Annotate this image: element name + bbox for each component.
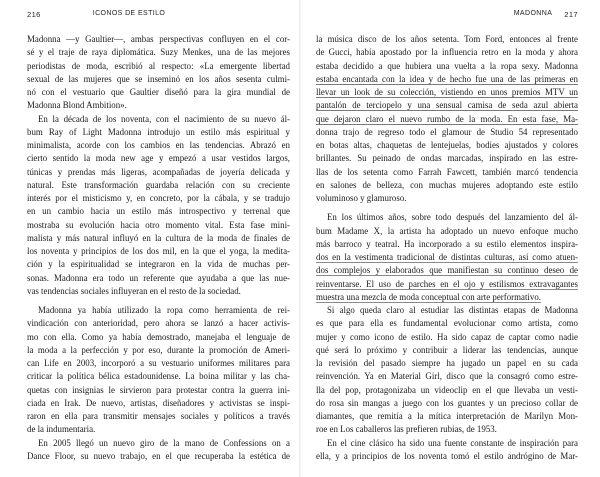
text-line: que dejaron claro el nuevo rumbo de la moda. En esta fase, Ma- bbox=[316, 113, 578, 124]
left-page-header bbox=[27, 0, 290, 33]
text-line: bum Ray of Light Madonna introdujo un estilo más espiritual y bbox=[27, 126, 290, 137]
text-line: Madonna Blond Ambition». bbox=[27, 100, 127, 111]
text-line: periodistas de moda, escribió al respecto: «La emergente libertad bbox=[27, 60, 290, 71]
text-line: sé y el traje de raya diplomática. Suzy Menkes, una de las mejores bbox=[27, 47, 290, 58]
text-line: vas tendencias sociales influyeran en el resto de la sociedad. bbox=[27, 285, 241, 296]
text-line: estaba encantada con la idea y de hecho fue una de las primeras en bbox=[316, 73, 578, 84]
text-line: natural. Este transformación guardaba relación con su creciente bbox=[27, 179, 290, 190]
text-line: En la década de los noventa, con el nacimiento de su nuevo ál- bbox=[38, 113, 290, 124]
text-line: lla del pop, protagonizaba un videoclip en el que llevaba un vesti- bbox=[316, 384, 578, 395]
text-line: la revisión del pasado siempre ha jugado un papel en su cada bbox=[316, 358, 578, 368]
text-line: roe en Los caballeros las prefieren rubias, de 1953. bbox=[316, 424, 497, 435]
text-line: dos complejos y elaborados que manifiestan su continuo deseo de bbox=[316, 265, 578, 276]
text-line: criticar la política bélica estadounidense. La boina militar y las cha- bbox=[27, 371, 290, 382]
right-page-body bbox=[316, 33, 578, 463]
text-line: en un cambio hacia un estilo más introspectivo y terrenal que bbox=[27, 206, 290, 217]
text-line: en salones de belleza, con muchas mujeres adoptando este estilo bbox=[316, 179, 578, 190]
text-line: más barroco y teatral. Ha incorporado a su estilo elementos inspira- bbox=[316, 238, 578, 249]
running-head-left: ICONOS DE ESTILO bbox=[92, 10, 166, 17]
text-line: do rosa sin mangas a juego con los guantes y un precioso collar de bbox=[316, 397, 578, 408]
text-line: la moda a la perfección y por eso, durante la promoción de Ameri- bbox=[27, 344, 290, 355]
text-line: En los últimos años, sobre todo después del lanzamiento del ál- bbox=[327, 212, 578, 223]
page-number-left: 216 bbox=[27, 10, 41, 19]
text-line: qué será lo próximo y contribuir a liderar las tendencias, aunque bbox=[316, 344, 578, 355]
text-line: minimalista, acorde con los cambios en las tendencias. Abrazó en bbox=[27, 140, 290, 150]
text-line: túnicas y prendas más ligeras, acompañadas de joyería delicada y bbox=[27, 166, 290, 177]
text-line: brillantes. Su peinado de ondas marcadas, inspirado en las estre- bbox=[316, 153, 578, 164]
text-line: estaba decidido a que hubiera una vuelta a la ropa sexy. Madonna bbox=[316, 60, 578, 71]
text-line: bum Madame X, la artista ha adoptado un nuevo enfoque mucho bbox=[316, 225, 578, 236]
running-head-right: MADONNA bbox=[513, 10, 553, 17]
text-line: muestra una mezcla de moda conceptual con arte performativo. bbox=[316, 291, 541, 302]
text-line: ella, y a principios de los noventa tomó el estilo andrógino de Mar- bbox=[316, 450, 578, 461]
right-page bbox=[300, 0, 600, 477]
text-line: sexual de las mujeres que se inseminó en los años sesenta culmi- bbox=[27, 73, 290, 84]
text-line: la música disco de los años setenta. Tom Ford, entonces al frente bbox=[316, 34, 578, 44]
text-line: es que para ella es fundamental evolucionar como artista, como bbox=[316, 318, 578, 329]
text-line: los noventa y principios de los dos mil, en la que el yoga, la medita- bbox=[27, 246, 290, 256]
text-line: quetas con insignias le sirvieron para protestar contra la guerra ini- bbox=[27, 384, 290, 395]
text-line: Madonna —y Gaultier—, ambas perspectivas confluyen en el cor- bbox=[27, 34, 290, 44]
text-line: voluminoso y glamuroso. bbox=[316, 193, 407, 203]
text-line: interés por el misticismo y, en concreto, por la cábala, y se tradujo bbox=[27, 193, 290, 203]
text-line: mo con ella. Como ya había demostrado, manejaba el lenguaje de bbox=[27, 331, 290, 342]
text-line: Si algo queda claro al estudiar las distintas etapas de Madonna bbox=[327, 305, 578, 315]
text-line: Madonna ya había utilizado la ropa como herramienta de rei- bbox=[38, 305, 290, 315]
text-line: Dance Floor, su nuevo trabajo, en el que recuperaba la estética de bbox=[27, 450, 290, 461]
text-line: mostraba su evolución hacia otro momento vital. Esta fase mini- bbox=[27, 219, 290, 230]
text-line: llas de los setenta como Farrah Fawcett, también marcó tendencia bbox=[316, 166, 578, 177]
text-line: raron en ella para transmitir mensajes sociales y políticos a través bbox=[27, 411, 290, 421]
left-page-body bbox=[27, 33, 290, 463]
text-line: En 2005 llegó un nuevo giro de la mano de Confessions on a bbox=[38, 437, 290, 448]
text-line: En el cine clásico ha sido una fuente constante de inspiración para bbox=[327, 437, 578, 448]
right-page-header bbox=[316, 0, 578, 33]
text-line: mujer y como icono de estilo. Ha sido capaz de captar como nadie bbox=[316, 331, 578, 342]
text-line: cierto sentido la moda new age y empezó a usar vestidos largos, bbox=[27, 153, 290, 164]
text-line: de Gucci, había apostado por la influencia retro en la moda y ahora bbox=[316, 47, 578, 58]
text-line: diamantes, que remitía a la mítica interpretación de Marilyn Mon- bbox=[316, 411, 578, 421]
text-line: malista y más natural influyó en la cultura de la moda de finales de bbox=[27, 232, 290, 243]
text-line: reinvención. Ya en Material Girl, disco que la consagró como estre- bbox=[316, 371, 578, 382]
text-line: llevar un look de su colección, vistiendo en unos premios MTV un bbox=[316, 87, 578, 97]
text-line: ciada en Irak. De nuevo, artistas, diseñadores y activistas se inspi- bbox=[27, 397, 290, 408]
text-line: sonas. Madonna era todo un referente que ayudaba a que las nue- bbox=[27, 272, 290, 283]
text-line: vindicación con anterioridad, pero ahora se lanzó a hacer activis- bbox=[27, 318, 290, 329]
text-line: ción y la espiritualidad se integraron en la vida de muchas per- bbox=[27, 259, 290, 270]
text-line: reinventarse. El uso de parches en el ojo y estilismos extravagantes bbox=[316, 278, 578, 289]
text-line: donna trajo de regreso todo el glamour de Studio 54 representado bbox=[316, 126, 578, 137]
text-line: nó con el vestuario que Gaultier diseñó para la gira mundial de bbox=[27, 87, 290, 97]
text-line: de la indumentaria. bbox=[27, 424, 96, 435]
text-line: pantalón de terciopelo y una sensual camisa de seda azul abierta bbox=[316, 100, 578, 111]
text-line: dos en la vestimenta tradicional de distintas culturas, así como atuen- bbox=[316, 252, 578, 262]
page-number-right: 217 bbox=[564, 10, 578, 19]
text-line: en botas altas, chaquetas de lentejuelas, bodies ajustados y colores bbox=[316, 140, 578, 150]
text-line: can Life en 2003, incorporó a su vestuario uniformes militares para bbox=[27, 358, 290, 368]
